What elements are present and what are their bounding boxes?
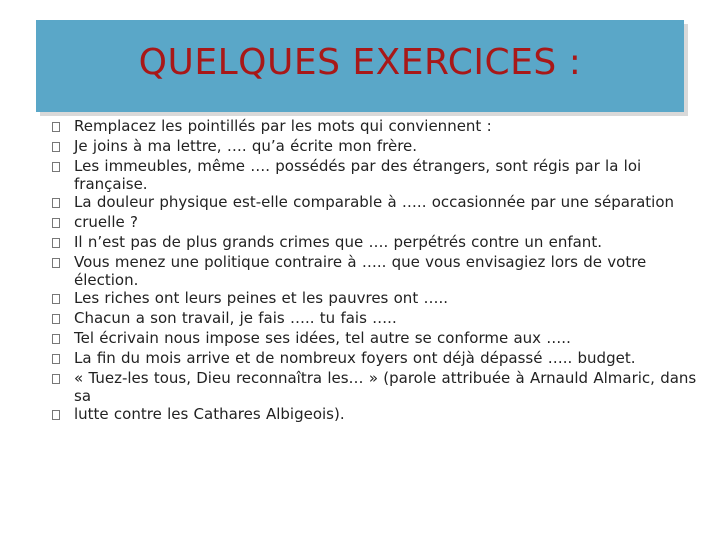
list-item-text: « Tuez-les tous, Dieu reconnaîtra les… » (parole attribuée à Arnauld Almaric, dans sa	[74, 369, 697, 405]
list-item	[52, 405, 712, 425]
list-item-text: Les immeubles, même …. possédés par des étrangers, sont régis par la loi française.	[74, 157, 642, 193]
square-bullet-icon	[52, 349, 74, 369]
list-item	[52, 369, 712, 405]
list-item-text: Tel écrivain nous impose ses idées, tel autre se conforme aux …..	[74, 329, 571, 347]
square-bullet-icon	[52, 213, 74, 233]
square-bullet-icon	[52, 253, 74, 273]
list-item	[52, 157, 712, 193]
square-bullet-icon	[52, 157, 74, 177]
slide-title: QUELQUES EXERCICES :	[138, 42, 582, 83]
exercise-list	[52, 117, 712, 425]
square-bullet-icon	[52, 117, 74, 137]
square-bullet-icon	[52, 405, 74, 425]
list-item-text: Il n’est pas de plus grands crimes que …. perpétrés contre un enfant.	[74, 233, 602, 251]
list-item	[52, 233, 712, 253]
list-item-text: Vous menez une politique contraire à ….. que vous envisagiez lors de votre élection.	[74, 253, 647, 289]
list-item-text: La fin du mois arrive et de nombreux foyers ont déjà dépassé ….. budget.	[74, 349, 636, 367]
list-item	[52, 117, 712, 137]
list-item	[52, 309, 712, 329]
list-item-text: lutte contre les Cathares Albigeois).	[74, 405, 345, 423]
square-bullet-icon	[52, 329, 74, 349]
square-bullet-icon	[52, 137, 74, 157]
list-item-text: Chacun a son travail, je fais ….. tu fais …..	[74, 309, 397, 327]
square-bullet-icon	[52, 309, 74, 329]
square-bullet-icon	[52, 233, 74, 253]
list-item	[52, 289, 712, 309]
list-item	[52, 193, 712, 213]
square-bullet-icon	[52, 193, 74, 213]
list-item	[52, 349, 712, 369]
list-item	[52, 137, 712, 157]
list-item-text: cruelle ?	[74, 213, 138, 231]
list-item-text: Les riches ont leurs peines et les pauvres ont …..	[74, 289, 448, 307]
square-bullet-icon	[52, 289, 74, 309]
list-item	[52, 253, 712, 289]
list-item-text: La douleur physique est-elle comparable à ….. occasionnée par une séparation	[74, 193, 674, 211]
list-item-text: Je joins à ma lettre, …. qu’a écrite mon frère.	[74, 137, 418, 155]
square-bullet-icon	[52, 369, 74, 389]
title-band-bottom-shadow	[40, 112, 688, 116]
title-band-shadow	[684, 24, 688, 116]
list-item	[52, 213, 712, 233]
list-item	[52, 329, 712, 349]
list-item-text: Remplacez les pointillés par les mots qui conviennent :	[74, 117, 492, 135]
